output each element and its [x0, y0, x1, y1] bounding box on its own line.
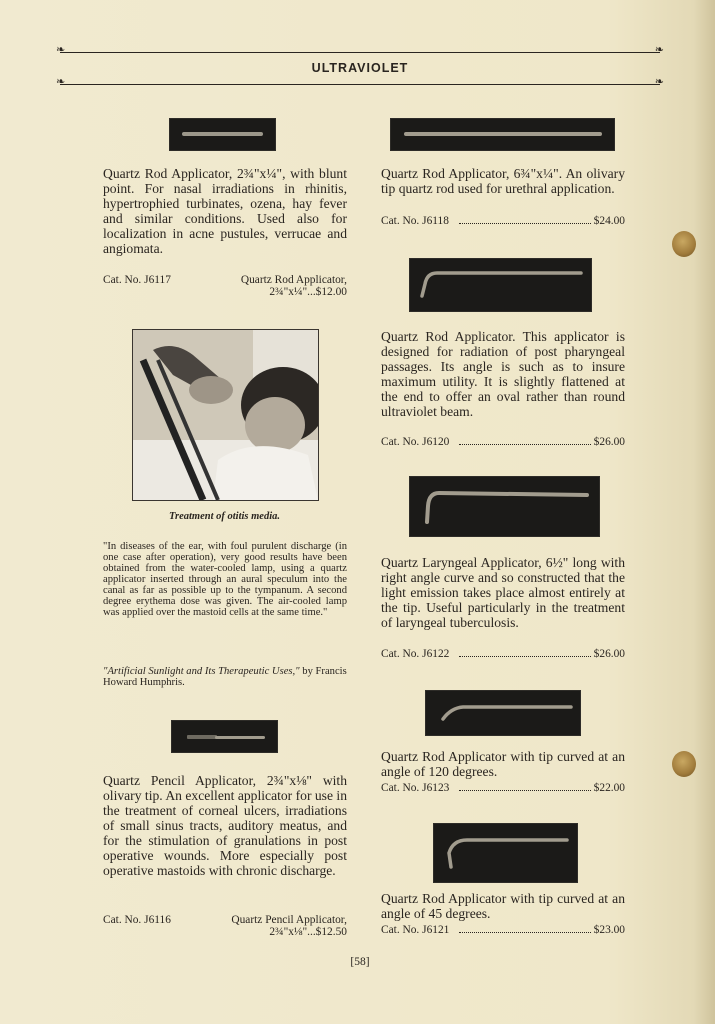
header-ornament-rule: [60, 84, 660, 85]
j6123-price: $22.00: [593, 782, 625, 794]
j6122-price: $26.00: [593, 648, 625, 660]
pharyngeal-rod-plate: [409, 258, 592, 312]
j6117-catalog: [103, 274, 347, 298]
j6123-description: Quartz Rod Applicator with tip curved at an angle of 120 degrees.: [381, 749, 625, 779]
j6118-catalog: [381, 215, 625, 227]
j6116-catalog: [103, 914, 347, 938]
j6123-catalog: [381, 782, 625, 794]
binder-hole-bottom: [672, 751, 696, 777]
j6121-description: Quartz Rod Applicator with tip curved at an angle of 45 degrees.: [381, 891, 625, 921]
j6121-price: $23.00: [593, 924, 625, 936]
j6122-description: Quartz Laryngeal Applicator, 6½" long with right angle curve and so constructed that the light emission takes place almost entirely at the tip. Useful particularly in the treatment of laryngeal tuberculosis.: [381, 555, 625, 630]
j6117-description: Quartz Rod Applicator, 2¾"x¼", with blunt point. For nasal irradiations in rhinitis, hypertrophied turbinates, ozena, hay fever and similar conditions. Used also for localization in acne pustules, verrucae and angiomata.: [103, 166, 347, 256]
j6121-cat-no: Cat. No. J6121: [381, 924, 450, 936]
j6122-catalog: [381, 648, 625, 660]
j6118-price: $24.00: [593, 215, 625, 227]
binder-hole-top: [672, 231, 696, 257]
pencil-applicator-plate: [171, 720, 278, 753]
j6117-cat-text: Quartz Rod Applicator, 2¾"x¼"...$12.00: [240, 274, 347, 298]
rod-120-degree-plate: [425, 690, 581, 736]
quote-source-title: "Artificial Sunlight and Its Therapeutic Uses,": [103, 666, 300, 677]
ear-treatment-photo: [132, 329, 319, 501]
j6120-description: Quartz Rod Applicator. This applicator is designed for radiation of post pharyngeal passages. Its angle is such as to insure maximum utility. It is slightly flattened at the end to offer an oval rather than round ultraviolet beam.: [381, 329, 625, 419]
top-ornament-rule: [60, 52, 660, 53]
j6120-cat-no: Cat. No. J6120: [381, 436, 450, 448]
page-title: ULTRAVIOLET: [311, 61, 409, 75]
j6122-cat-no: Cat. No. J6122: [381, 648, 450, 660]
j6118-cat-no: Cat. No. J6118: [381, 215, 449, 227]
laryngeal-rod-plate: [409, 476, 600, 537]
quote-source-author: by Francis Howard Humphris.: [103, 666, 347, 688]
page-number: [58]: [350, 956, 370, 968]
long-quartz-rod-plate: [390, 118, 615, 151]
j6118-description: Quartz Rod Applicator, 6¾"x¼". An olivary tip quartz rod used for urethral application.: [381, 166, 625, 196]
j6121-catalog: [381, 924, 625, 936]
j6120-catalog: [381, 436, 625, 448]
photo-caption: Treatment of otitis media.: [168, 511, 281, 522]
j6117-cat-label: Cat. No. J6117: [103, 274, 171, 286]
j6116-description: Quartz Pencil Applicator, 2¾"x⅛" with olivary tip. An excellent applicator for use in the treatment of corneal ulcers, irradiations of small sinus tracts, auditory meatus, and for the stimulation of granulations in post operative wounds. More especially post operative mastoids with chronic discharge.: [103, 773, 347, 878]
j6120-price: $26.00: [593, 436, 625, 448]
rod-45-degree-plate: [433, 823, 578, 883]
quote-text: "In diseases of the ear, with foul purulent discharge (in one case after operation), very good results have been obtained from the water-cooled lamp, using a quartz applicator inserted through an aural speculum into the canal as far as possible up to the tympanum. A second degree erythema dose was given. The air-cooled lamp was applied over the mastoid cells at the same time.": [103, 541, 347, 618]
j6116-cat-text: Quartz Pencil Applicator, 2¾"x⅛"...$12.50: [231, 914, 347, 938]
j6116-cat-label: Cat. No. J6116: [103, 914, 171, 926]
quote-source: [103, 666, 347, 688]
quartz-rod-plate: [169, 118, 276, 151]
j6123-cat-no: Cat. No. J6123: [381, 782, 450, 794]
